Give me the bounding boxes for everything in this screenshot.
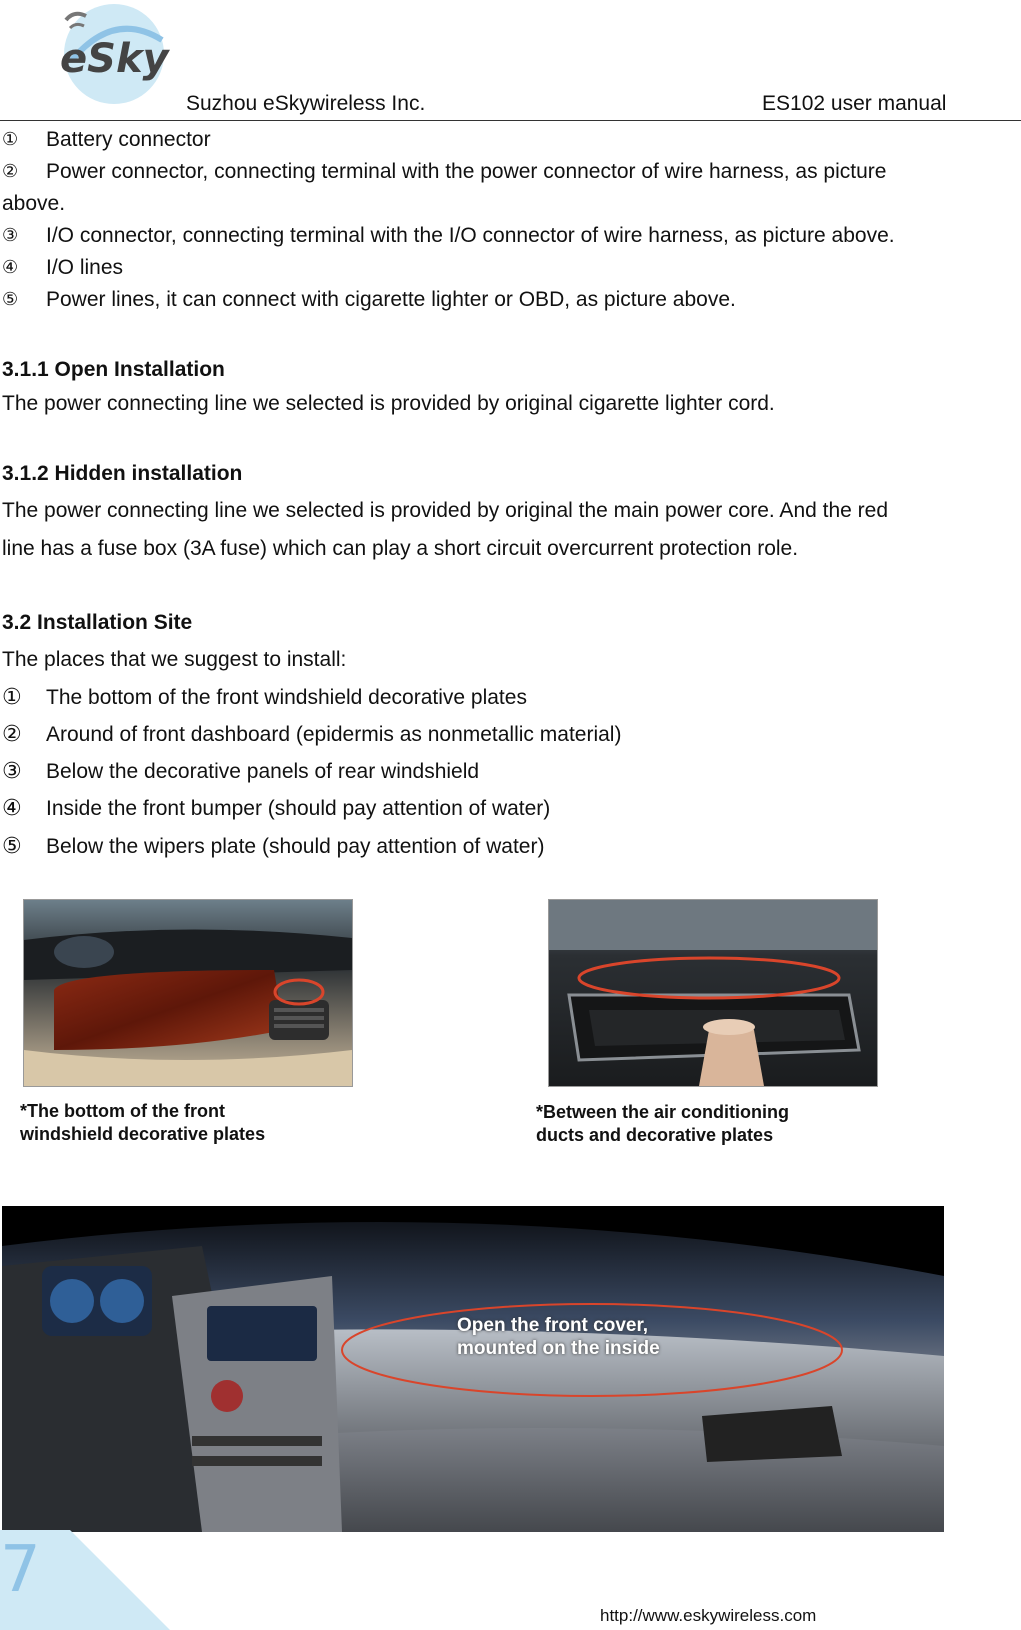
section-body-hidden-line1: The power connecting line we selected is provided by original the main power core. And the red: [2, 499, 889, 522]
figure-caption-left-line2: windshield decorative plates: [20, 1124, 266, 1144]
legend-item: [0, 158, 1000, 186]
site-list-item: [0, 833, 1000, 863]
figure-caption-left-line1: *The bottom of the front: [20, 1101, 225, 1121]
legend-text-continuation: above.: [2, 192, 66, 215]
legend-text: Battery connector: [46, 128, 211, 151]
header-manual-title: ES102 user manual: [762, 92, 947, 115]
svg-text:eSky: eSky: [60, 36, 169, 82]
legend-item: [0, 254, 1000, 282]
site-list-item: [0, 795, 1000, 825]
list-marker: ⑤: [2, 289, 19, 310]
photo-front-cover-dashboard: [2, 1206, 944, 1532]
list-marker: ④: [2, 257, 19, 278]
overlay-text-line1: Open the front cover,: [457, 1315, 649, 1336]
list-marker: ②: [2, 161, 19, 182]
legend-text: Power connector, connecting terminal with the power connector of wire harness, as picture: [46, 160, 887, 183]
site-item-text: Around of front dashboard (epidermis as nonmetallic material): [46, 723, 622, 746]
legend-text: Power lines, it can connect with cigarette lighter or OBD, as picture above.: [46, 288, 736, 311]
list-marker: ③: [2, 759, 22, 784]
site-item-text: Inside the front bumper (should pay attention of water): [46, 797, 551, 820]
list-marker: ①: [2, 129, 19, 150]
esky-logo: [52, 0, 182, 108]
section-body-open-installation: The power connecting line we selected is provided by original cigarette lighter cord.: [2, 392, 775, 415]
section-intro-installation-site: The places that we suggest to install:: [2, 648, 347, 671]
section-heading-installation-site: 3.2 Installation Site: [2, 611, 193, 634]
legend-item: [0, 126, 1000, 154]
site-item-text: Below the decorative panels of rear windshield: [46, 760, 480, 783]
site-list-item: [0, 758, 1000, 788]
site-item-text: Below the wipers plate (should pay attention of water): [46, 835, 545, 858]
header-company: Suzhou eSkywireless Inc.: [186, 92, 426, 115]
site-list-item: [0, 684, 1000, 714]
figure-caption-right-line1: *Between the air conditioning: [536, 1102, 790, 1122]
dashboard-illustration: [2, 1206, 944, 1532]
header-divider: [0, 120, 1021, 121]
overlay-text-line2: mounted on the inside: [457, 1338, 660, 1359]
photo-windshield-decorative-plates: [23, 899, 353, 1087]
list-marker: ②: [2, 722, 22, 747]
list-marker: ③: [2, 225, 19, 246]
list-marker: ⑤: [2, 834, 22, 859]
legend-item: [0, 222, 1000, 250]
photo-air-conditioning-ducts: [548, 899, 878, 1087]
section-heading-open-installation: 3.1.1 Open Installation: [2, 358, 225, 381]
page-number: 7: [0, 1533, 41, 1607]
footer-website-link[interactable]: http://www.eskywireless.com: [600, 1606, 817, 1625]
site-list-item: [0, 721, 1000, 751]
legend-item: [0, 286, 1000, 314]
section-body-hidden-line2: line has a fuse box (3A fuse) which can play a short circuit overcurrent protection role.: [2, 537, 799, 560]
list-marker: ①: [2, 685, 22, 710]
figure-caption-right-line2: ducts and decorative plates: [536, 1125, 774, 1145]
section-heading-hidden-installation: 3.1.2 Hidden installation: [2, 462, 243, 485]
list-marker: ④: [2, 796, 22, 821]
legend-text: I/O connector, connecting terminal with the I/O connector of wire harness, as picture above.: [46, 224, 895, 247]
site-item-text: The bottom of the front windshield decorative plates: [46, 686, 527, 709]
legend-text: I/O lines: [46, 256, 124, 279]
